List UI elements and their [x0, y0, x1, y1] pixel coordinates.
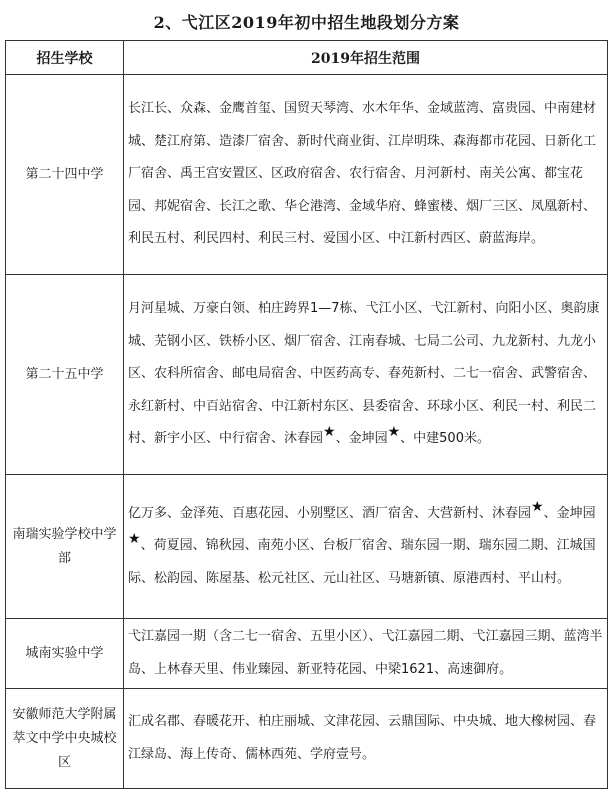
school-name: 安徽师范大学附属萃文中学中央城校区 — [6, 689, 124, 789]
range-text: 、金坤园 — [335, 431, 388, 447]
enrollment-range — [124, 75, 608, 275]
header-range: 2019年招生范围 — [124, 41, 608, 75]
star-icon: ★ — [531, 498, 544, 515]
header-school: 招生学校 — [6, 41, 124, 75]
range-text: 、荷夏园、锦秋园、南苑小区、台板厂宿舍、瑞东园一期、瑞东园二期、江城国际、松韵园、陈屋基、松元社区、元山社区、马塘新镇、原港西村、平山村。 — [128, 538, 596, 586]
range-text: 弋江嘉园一期（含二七一宿舍、五里小区）、弋江嘉园二期、弋江嘉园三期、蓝湾半岛、上林春天里、伟业臻园、新亚特花园、中梁1621、高速御府。 — [128, 629, 603, 677]
enrollment-range — [124, 275, 608, 475]
school-name: 南瑞实验学校中学部 — [6, 475, 124, 619]
range-text: 、金坤园 — [543, 505, 596, 521]
range-text: 亿万多、金泽苑、百惠花园、小别墅区、酒厂宿舍、大营新村、沐春园 — [128, 505, 532, 521]
star-icon: ★ — [128, 531, 141, 548]
star-icon: ★ — [387, 424, 401, 441]
table-row — [6, 275, 608, 475]
enrollment-range — [124, 619, 608, 689]
table-row — [6, 475, 608, 619]
star-icon: ★ — [323, 424, 336, 441]
enrollment-range — [124, 475, 608, 619]
range-text: 长江长、众森、金鹰首玺、国贸天琴湾、水木年华、金域蓝湾、富贵园、中南建材城、楚江府第、造漆厂宿舍、新时代商业街、江岸明珠、森海都市花园、日新化工厂宿舍、禹王宫安置区、区政府宿舍、农行宿舍、月河新村、南关公寓、都宝花园、邦妮宿舍、长江之歌、华仑港湾、金域华府、蜂蜜楼、烟厂三区、凤凰新村、利民五村、利民四村、利民三村、爱国小区、中江新村西区、蔚蓝海岸。 — [128, 101, 597, 247]
school-name: 第二十四中学 — [6, 75, 124, 275]
table-row — [6, 619, 608, 689]
school-name: 城南实验中学 — [6, 619, 124, 689]
table-row — [6, 75, 608, 275]
enrollment-range — [124, 689, 608, 789]
school-name: 第二十五中学 — [6, 275, 124, 475]
range-text: 、中建500米。 — [400, 431, 490, 447]
enrollment-table — [5, 40, 608, 789]
table-header-row — [6, 41, 608, 75]
range-text: 月河星城、万豪白领、柏庄跨界1—7栋、弋江小区、弋江新村、向阳小区、奥韵康城、芜钢小区、铁桥小区、烟厂宿舍、江南春城、七局二公司、九龙新村、九龙小区、农科所宿舍、邮电局宿舍、中医药高专、春苑新村、二七一宿舍、武警宿舍、永红新村、中百站宿舍、中江新村东区、县委宿舍、环球小区、利民一村、利民二村、新宇小区、中行宿舍、沐春园 — [128, 301, 600, 447]
table-row — [6, 689, 608, 789]
range-text: 汇成名郡、春暖花开、柏庄丽城、文津花园、云鼎国际、中央城、地大橡树园、春江绿岛、海上传奇、儒林西苑、学府壹号。 — [128, 714, 597, 762]
page-title: 2、弋江区2019年初中招生地段划分方案 — [153, 13, 460, 32]
